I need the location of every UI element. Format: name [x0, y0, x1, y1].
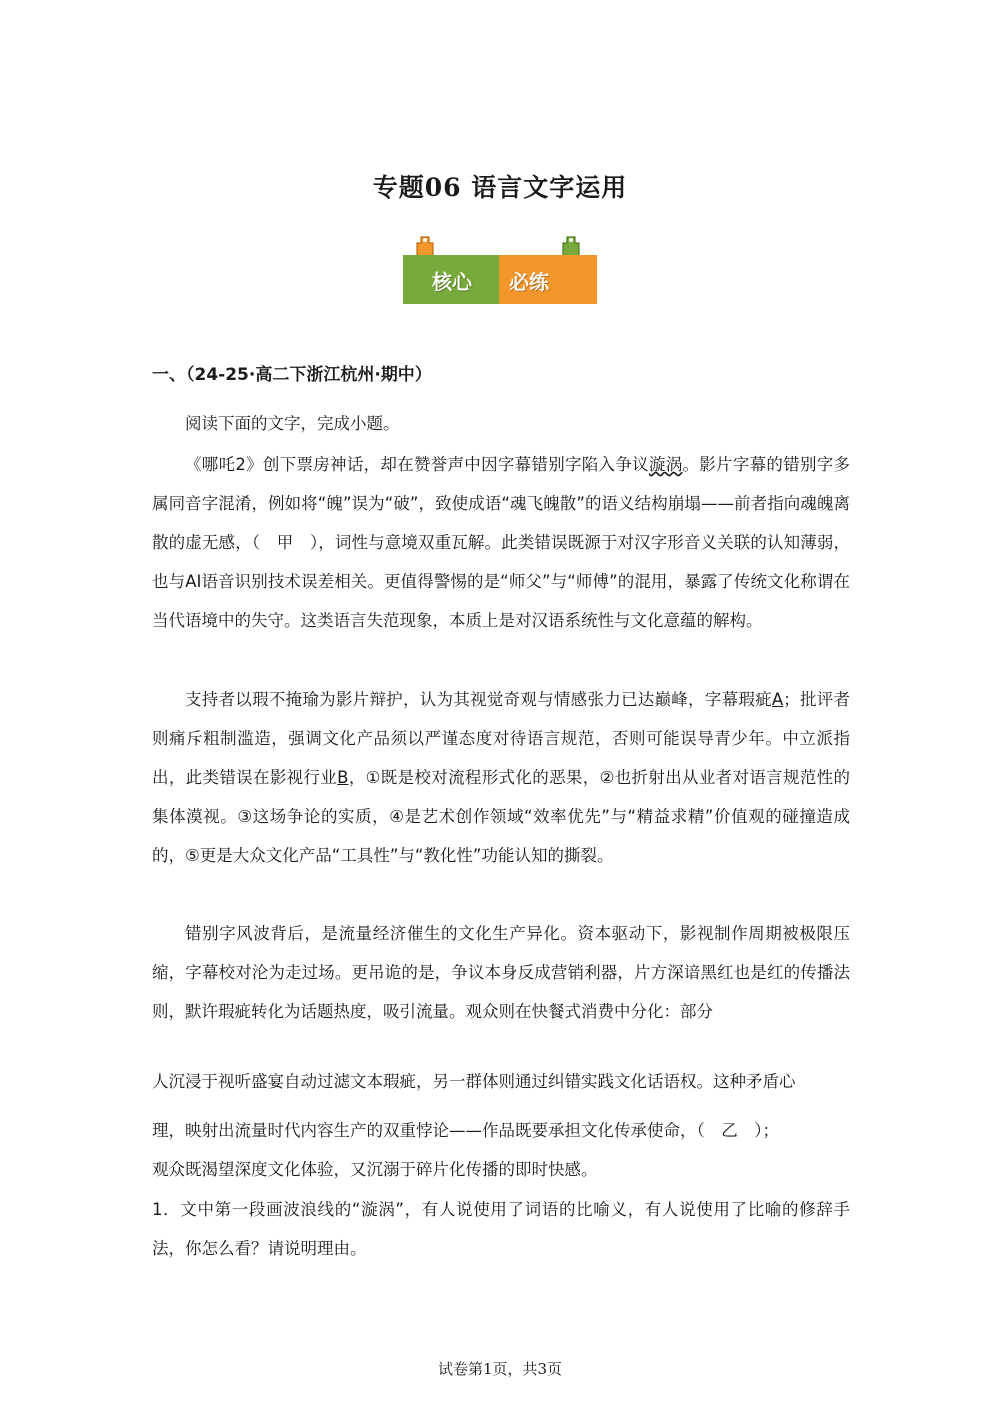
paragraph-text: ，①既是校对流程形式化的恶果，②也折射出从业者对语言规范性的集体漠视。③这场争论的实质，④是艺术创作领域“效率优先”与“精益求精”价值观的碰撞造成的，⑤更是大众文化产品“工具性”与“教化性”功能认知的撕裂。: [152, 768, 851, 865]
section-source: （24-25·高二下浙江杭州·期中）: [186, 365, 432, 385]
passage-paragraph-3-line: 理，映射出流量时代内容生产的双重悖论——作品既要承担文化传承使命，（ 乙 ）；: [152, 1121, 779, 1140]
passage-paragraph-2: [152, 680, 850, 875]
banner-left-label: 核心: [432, 270, 472, 294]
wavy-underlined-word: 漩涡: [648, 455, 683, 474]
passage-paragraph-3-line: 观众既渴望深度文化体验，又沉溺于碎片化传播的即时快感。: [152, 1160, 598, 1179]
paragraph-text: ；批评者则痛斥粗制滥造，强调文化产品须以严谨态度对待语言规范，否则可能误导青少年。中立派指出，此类错误在影视行业: [152, 690, 851, 787]
passage-paragraph-1: [152, 445, 850, 640]
section-heading: [152, 360, 432, 385]
blank-a: A: [771, 690, 784, 709]
paragraph-text: 《哪吒2》创下票房神话，却在赞誉声中因字幕错别字陷入争议: [185, 455, 649, 474]
paragraph-text: 支持者以瑕不掩瑜为影片辩护，认为其视觉奇观与情感张力已达巅峰，字幕瑕疵: [185, 690, 772, 709]
blank-b: B: [337, 768, 349, 787]
paragraph-text: 。影片字幕的错别字多属同音字混淆，例如将“魄”误为“破”，致使成语“魂飞魄散”的语义结构崩塌——前者指向魂魄离散的虚无感，（ 甲 ），词性与意境双重瓦解。此类错误既源于对汉字形音义关联的认知薄弱，也与AI语音识别技术误差相关。更值得警惕的是“师父”与“师傅”的混用，暴露了传统文化称谓在当代语境中的失守。这类语言失范现象，本质上是对汉语系统性与文化意蕴的解构。: [152, 455, 851, 630]
section-number: 一、: [152, 365, 186, 385]
core-practice-banner: [403, 235, 597, 307]
passage-paragraph-3: 错别字风波背后，是流量经济催生的文化生产异化。资本驱动下，影视制作周期被极限压缩，字幕校对沦为走过场。更吊诡的是，争议本身反成营销利器，片方深谙黑红也是红的传播法则，默许瑕疵转化为话题热度，吸引流量。观众则在快餐式消费中分化：部分: [152, 924, 850, 1021]
passage-paragraph-3-line: 人沉浸于视听盛宴自动过滤文本瑕疵，另一群体则通过纠错实践文化话语权。这种矛盾心: [152, 1072, 796, 1091]
banner-right-label: 必练: [509, 270, 549, 294]
passage-instruction: 阅读下面的文字，完成小题。: [185, 414, 400, 433]
question-1: 1．文中第一段画波浪线的“漩涡”，有人说使用了词语的比喻义，有人说使用了比喻的修辞手法，你怎么看？请说明理由。: [152, 1200, 850, 1258]
page-footer: 试卷第1页，共3页: [437, 1360, 563, 1378]
page-title: 专题06 语言文字运用: [372, 173, 628, 202]
